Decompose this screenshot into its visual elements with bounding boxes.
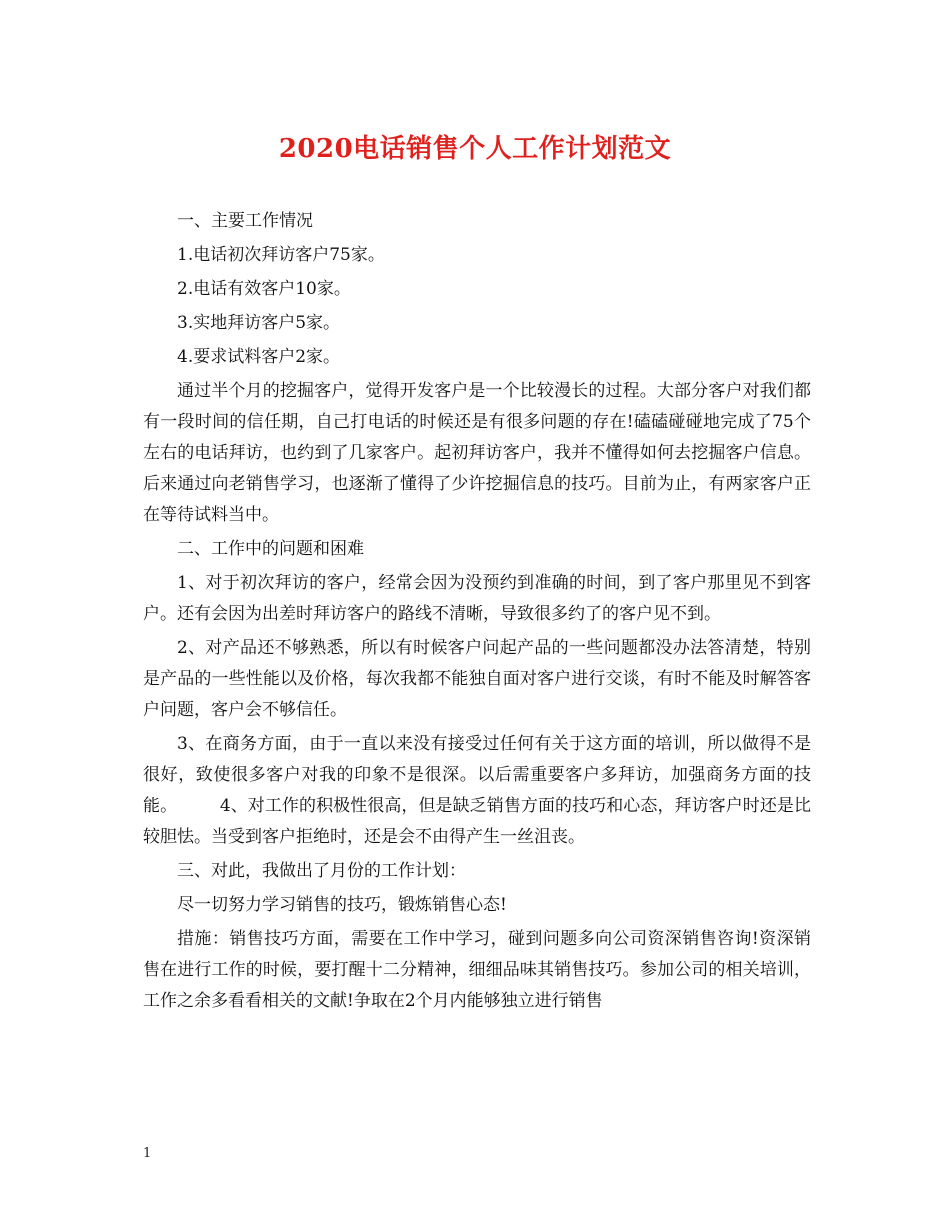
paragraph: 1、对于初次拜访的客户，经常会因为没预约到准确的时间，到了客户那里见不到客户。还有会因为出差时拜访客户的路线不清晰，导致很多约了的客户见不到。	[143, 573, 811, 624]
paragraph: 3、在商务方面，由于一直以来没有接受过任何有关于这方面的培训，所以做得不是很好，致使很多客户对我的印象不是很深。以后需重要客户多拜访，加强商务方面的技能。 4、对工作的积极性很高，但是缺乏销售方面的技巧和心态，拜访客户时还是比较胆怯。当受到客户拒绝时，还是会不由得产生一丝沮丧。	[143, 734, 811, 847]
list-item: 2.电话有效客户10家。	[177, 279, 351, 299]
paragraph: 措施：销售技巧方面，需要在工作中学习，碰到问题多向公司资深销售咨询!资深销售在进行工作的时候，要打醒十二分精神，细细品味其销售技巧。参加公司的相关培训，工作之余多看看相关的文献!争取在2个月内能够独立进行销售	[143, 929, 811, 1011]
section-heading: 三、对此，我做出了月份的工作计划：	[177, 861, 466, 881]
paragraph: 通过半个月的挖掘客户，觉得开发客户是一个比较漫长的过程。大部分客户对我们都有一段时间的信任期，自己打电话的时候还是有很多问题的存在!磕磕碰碰地完成了75个左右的电话拜访，也约到了几家客户。起初拜访客户，我并不懂得如何去挖掘客户信息。后来通过向老销售学习，也逐渐了懂得了少许挖掘信息的技巧。目前为止，有两家客户正在等待试料当中。	[143, 381, 811, 525]
list-item: 4.要求试料客户2家。	[177, 347, 341, 367]
section-heading: 一、主要工作情况	[177, 211, 313, 231]
document-body	[143, 206, 811, 1020]
page-number: 1	[143, 1146, 152, 1161]
document-title: 2020电话销售个人工作计划范文	[278, 134, 672, 164]
paragraph: 2、对产品还不够熟悉，所以有时候客户问起产品的一些问题都没办法答清楚，特别是产品的一些性能以及价格，每次我都不能独自面对客户进行交谈，有时不能及时解答客户问题，客户会不够信任。	[143, 638, 811, 720]
section-heading: 二、工作中的问题和困难	[177, 539, 364, 559]
list-item: 1.电话初次拜访客户75家。	[177, 245, 385, 265]
paragraph: 尽一切努力学习销售的技巧，锻炼销售心态!	[177, 895, 507, 915]
list-item: 3.实地拜访客户5家。	[177, 313, 341, 333]
